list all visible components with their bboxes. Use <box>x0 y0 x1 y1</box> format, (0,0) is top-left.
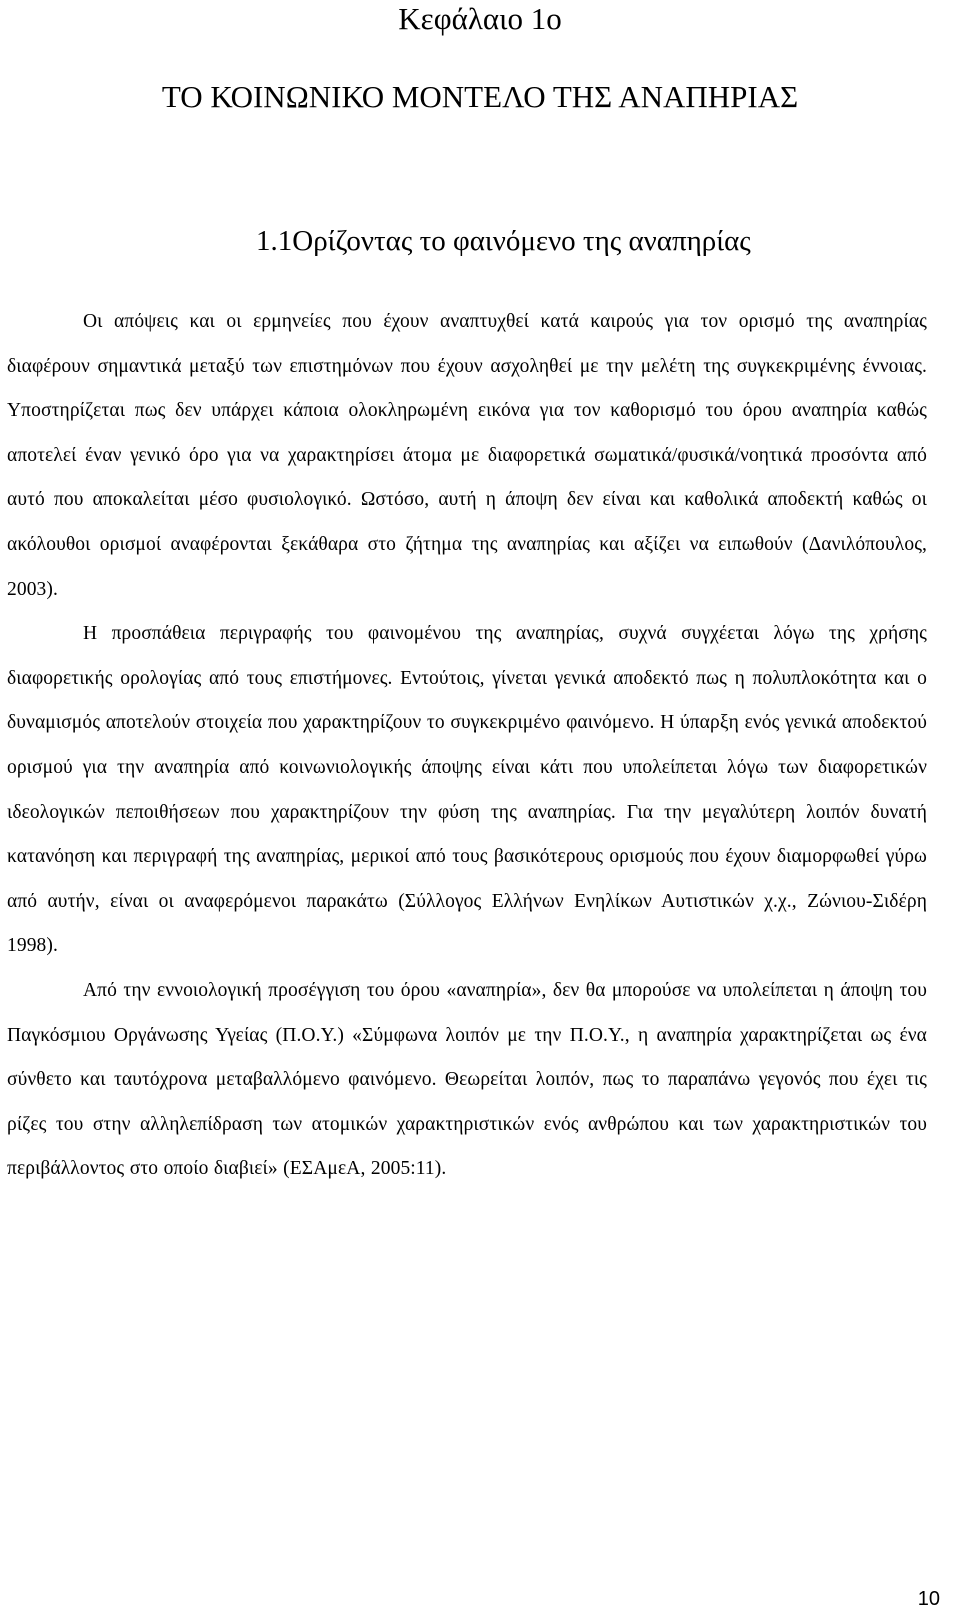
paragraph-2: Η προσπάθεια περιγραφής του φαινομένου της αναπηρίας, συχνά συγχέεται λόγω της χρήσης διαφορετικής ορολογίας από τους επιστήμονες. Εντούτοις, γίνεται γενικά αποδεκτό πως η πολυπλοκότητα και ο δυναμισμός αποτελούν στοιχεία που χαρακτηρίζουν το συγκεκριμένο φαινόμενο. Η ύπαρξη ενός γενικά αποδεκτού ορισμού για την αναπηρία από κοινωνιολογικής άποψης είναι κάτι που υπολείπεται λόγω των διαφορετικών ιδεολογικών πεποιθήσεων που χαρακτηρίζουν την φύση της αναπηρίας. Για την μεγαλύτερη λοιπόν δυνατή κατανόηση και περιγραφή της αναπηρίας, μερικοί από τους βασικότερους ορισμούς που έχουν διαμορφωθεί γύρω από αυτήν, είναι οι αναφερόμενοι παρακάτω (Σύλλογος Ελλήνων Ενηλίκων Αυτιστικών χ.χ., Ζώνιου-Σιδέρη 1998). <box>7 623 927 957</box>
paragraph-3: Από την εννοιολογική προσέγγιση του όρου «αναπηρία», δεν θα μπορούσε να υπολείπεται η άποψη του Παγκόσμιου Οργάνωσης Υγείας (Π.Ο.Υ.) «Σύμφωνα λοιπόν με την Π.Ο.Υ., η αναπηρία χαρακτηρίζεται ως ένα σύνθετο και ταυτόχρονα μεταβαλλόμενο φαινόμενο. Θεωρείται λοιπόν, πως το παραπάνω γεγονός που έχει τις ρίζες του στην αλληλεπίδραση των ατομικών χαρακτηριστικών ενός ανθρώπου και των χαρακτηριστικών του περιβάλλοντος στο οποίο διαβιεί» (ΕΣΑμεΑ, 2005:11). <box>7 979 927 1180</box>
section-heading: 1.1Ορίζοντας το φαινόμενο της αναπηρίας <box>256 225 751 257</box>
page-number: 10 <box>917 1588 940 1610</box>
chapter-title: Κεφάλαιο 1ο <box>398 1 562 36</box>
chapter-subtitle: ΤΟ ΚΟΙΝΩΝΙΚΟ ΜΟΝΤΕΛΟ ΤΗΣ ΑΝΑΠΗΡΙΑΣ <box>161 79 799 114</box>
body-text <box>7 300 927 1192</box>
paragraph-1: Οι απόψεις και οι ερμηνείες που έχουν αναπτυχθεί κατά καιρούς για τον ορισμό της αναπηρίας διαφέρουν σημαντικά μεταξύ των επιστημόνων που έχουν ασχοληθεί με την μελέτη της συγκεκριμένης έννοιας. Υποστηρίζεται πως δεν υπάρχει κάποια ολοκληρωμένη εικόνα για τον καθορισμό του όρου αναπηρία καθώς αποτελεί έναν γενικό όρο για να χαρακτηρίσει άτομα με διαφορετικά σωματικά/φυσικά/νοητικά προσόντα από αυτό που αποκαλείται μέσο φυσιολογικό. Ωστόσο, αυτή η άποψη δεν είναι και καθολικά αποδεκτή καθώς οι ακόλουθοι ορισμοί αναφέρονται ξεκάθαρα στο ζήτημα της αναπηρίας και αξίζει να ειπωθούν (Δανιλόπουλος, 2003). <box>7 311 927 600</box>
